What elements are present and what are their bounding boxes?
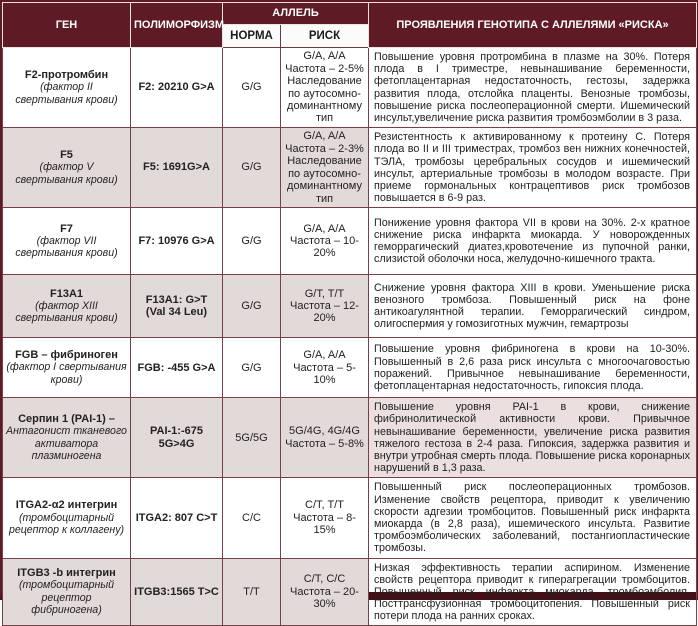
risk-cell	[281, 208, 369, 275]
gene-name: F5	[60, 148, 73, 161]
gene-cell	[3, 558, 131, 626]
gene-subtitle: (фактор V свертывания крови)	[15, 161, 118, 186]
risk-frequency: Частота – 10-20%	[290, 235, 359, 260]
polymorphism-line2: (Val 34 Leu)	[145, 306, 208, 319]
description-cell: Повышение уровня PAI-1 в крови, снижение фибринолитической активности крови. Привычное невынашивание беременности, увеличение риска развития тяжелого гестоза в 2-4 раза. Гипоксия, задержка развития и внутри утробная смерть плода. Повышение риска коронарных нарушений в 1,3 раза.	[369, 398, 697, 478]
risk-cell	[281, 478, 369, 558]
polymorphism-cell: F2: 20210 G>A	[131, 48, 223, 128]
risk-genotypes: G/A, A/A	[303, 50, 346, 63]
gene-name: FGB – фибриноген	[15, 349, 118, 362]
table-row	[3, 478, 697, 558]
col-header-manifestations: ПРОЯВЛЕНИЯ ГЕНОТИПА С АЛЛЕЛЯМИ «РИСКА»	[369, 3, 697, 48]
polymorphism-cell: FGB: -455 G>A	[131, 338, 223, 398]
risk-frequency: Частота – 2-5%	[285, 62, 364, 75]
col-header-risk: РИСК	[281, 25, 369, 48]
risk-cell	[281, 275, 369, 338]
description-cell: Повышение уровня фибриногена в крови на 10-30%. Повышенный в 2,6 раза риск инсульта с многоочаговостью поражений. Привычное невынашивание беременности, фетоплацентарная недостаточность, гипоксия плода.	[369, 338, 697, 398]
description-cell: Повышенный риск послеоперационных тромбозов. Изменение свойств рецептора, приводит к увеличению скорости адгезии тромбоцитов. Повышенный риск инфаркта миокарда (в 2,8 раза), ишемического инсульта. Развитие тромбоэмболических заболеваний, постангиопластические тромбозы.	[369, 478, 697, 558]
risk-frequency: Частота – 20-30%	[290, 585, 359, 611]
risk-frequency: Частота – 8-15%	[293, 511, 356, 537]
gene-cell	[3, 48, 131, 128]
gene-subtitle: (тромбоцитарный рецептор фибриногена)	[18, 579, 115, 617]
gene-name: F2-протромбин	[24, 68, 109, 81]
gene-subtitle: Антагонист тканевого активатора плазминогена	[6, 425, 127, 463]
risk-frequency: Частота – 12-20%	[290, 300, 359, 325]
polymorphism-cell: PAI-1:-675 5G>4G	[131, 398, 223, 478]
norm-cell: G/G	[223, 128, 281, 208]
gene-subtitle: (фактор II свертывания крови)	[15, 81, 118, 106]
polymorphism-cell: ITGA2: 807 C>T	[131, 478, 223, 558]
gene-name: ITGA2-α2 интегрин	[15, 499, 118, 512]
polymorphism-cell: ITGB3:1565 T>C	[131, 558, 223, 626]
risk-genotypes: C/T, T/T	[305, 499, 344, 512]
gene-name: Серпин 1 (PAI-1) –	[18, 412, 115, 425]
gene-name: ITGB3 -b интегрин	[17, 567, 116, 579]
gene-cell	[3, 338, 131, 398]
gene-subtitle: (фактор XIII свертывания крови)	[15, 299, 118, 325]
gene-cell	[3, 208, 131, 275]
table-row	[3, 275, 697, 338]
gene-cell	[3, 275, 131, 338]
description-cell: Понижение уровня фактора VII в крови на 30%. 2-х кратное снижение риска инфаркта миокарда. У новорожденных геморрагический диатез,кровотечение из пупочной ранки, слизистой оболочки носа, желудочно-кишечного тракта.	[369, 208, 697, 275]
risk-genotypes: G/A, A/A	[303, 349, 346, 362]
description-cell: Снижение уровня фактора XIII в крови. Уменьшение риска венозного тромбоза. Повышенный риск на фоне антикоагулянтной терапии. Геморрагический синдром, олигоспермия у гомозиготных мужчин, гемартрозы	[369, 275, 697, 338]
risk-cell	[281, 558, 369, 626]
gene-cell	[3, 478, 131, 558]
norm-cell: C/C	[223, 478, 281, 558]
col-header-norm: НОРМА	[223, 25, 281, 48]
description-cell: Повышение уровня протромбина в плазме на 30%. Потеря плода в I триместре, невынашивание беременности, фетоплацентарная недостаточность, гестозы, задержка развития плода, отслойка плаценты. Венозные тромбозы, повышение риска послеоперационной смерти. Ишемический инсульт,увеличение риска развития тромбоэмболии в 3 раза.	[369, 48, 697, 128]
polymorphism-cell: F7: 10976 G>A	[131, 208, 223, 275]
risk-inheritance: Наследование по аутосомно-доминантному тип	[287, 155, 362, 205]
gene-subtitle: (фактор I свертывания крови)	[6, 361, 127, 386]
risk-genotypes: G/T, T/T	[304, 287, 345, 300]
table-row	[3, 208, 697, 275]
col-header-polymorphism: ПОЛИМОРФИЗМ	[131, 3, 223, 48]
polymorphism-line1: F13A1: G>T	[145, 293, 208, 306]
genotype-table	[2, 2, 697, 626]
norm-cell: 5G/5G	[223, 398, 281, 478]
table-row	[3, 558, 697, 626]
risk-cell	[281, 128, 369, 208]
risk-frequency: Частота – 5-10%	[293, 361, 356, 386]
norm-cell: G/G	[223, 275, 281, 338]
risk-genotypes: G/A, A/A	[303, 130, 346, 143]
gene-subtitle: (фактор VII свертывания крови)	[15, 234, 118, 260]
risk-genotypes: C/T, C/C	[303, 573, 346, 586]
header-row-top	[3, 3, 697, 25]
risk-genotypes: G/A, A/A	[303, 222, 346, 235]
gene-cell	[3, 128, 131, 208]
col-header-gene: ГЕН	[3, 3, 131, 48]
risk-cell	[281, 338, 369, 398]
risk-cell	[281, 48, 369, 128]
gene-cell	[3, 398, 131, 478]
gene-name: F7	[60, 222, 73, 235]
table-row	[3, 338, 697, 398]
norm-cell: G/G	[223, 338, 281, 398]
description-cell: Резистентность к активированному к протеину С. Потеря плода во II и III триместрах, тромбоз вен нижних конечностей, ТЭЛА, тромбозы церебральных сосудов и ишемический инсульт, артериальные тромбозы в молодом возрасте. При приеме гормональных контрацептивов риск тромбозов повышается в 6-9 раз.	[369, 128, 697, 208]
col-header-allele: АЛЛЕЛЬ	[223, 3, 369, 25]
table-row	[3, 398, 697, 478]
norm-cell: G/G	[223, 208, 281, 275]
gene-name: F13A1	[49, 287, 84, 300]
risk-frequency: Частота – 2-3%	[285, 142, 364, 155]
table-row	[3, 128, 697, 208]
norm-cell: T/T	[223, 558, 281, 626]
norm-cell: G/G	[223, 48, 281, 128]
risk-cell	[281, 398, 369, 478]
table-row	[3, 48, 697, 128]
risk-genotypes: 5G/4G, 4G/4G	[289, 425, 360, 438]
risk-frequency: Частота – 5-8%	[285, 437, 364, 450]
risk-inheritance: Наследование по аутосомно-доминантному тип	[287, 75, 362, 125]
polymorphism-cell	[131, 275, 223, 338]
description-cell: Низкая эффективность терапии аспирином. Изменение свойств рецептора приводит к гиперагрегации тромбоцитов. Повышенный риск инфаркта миокарда, тромбоэмболия. Посттрансфузионная тромбоцитопения. Повышенный риск потери плода на ранних сроках.	[369, 558, 697, 626]
gene-subtitle: (тромбоцитарный рецептор к коллагену)	[8, 511, 125, 537]
polymorphism-cell: F5: 1691G>A	[131, 128, 223, 208]
